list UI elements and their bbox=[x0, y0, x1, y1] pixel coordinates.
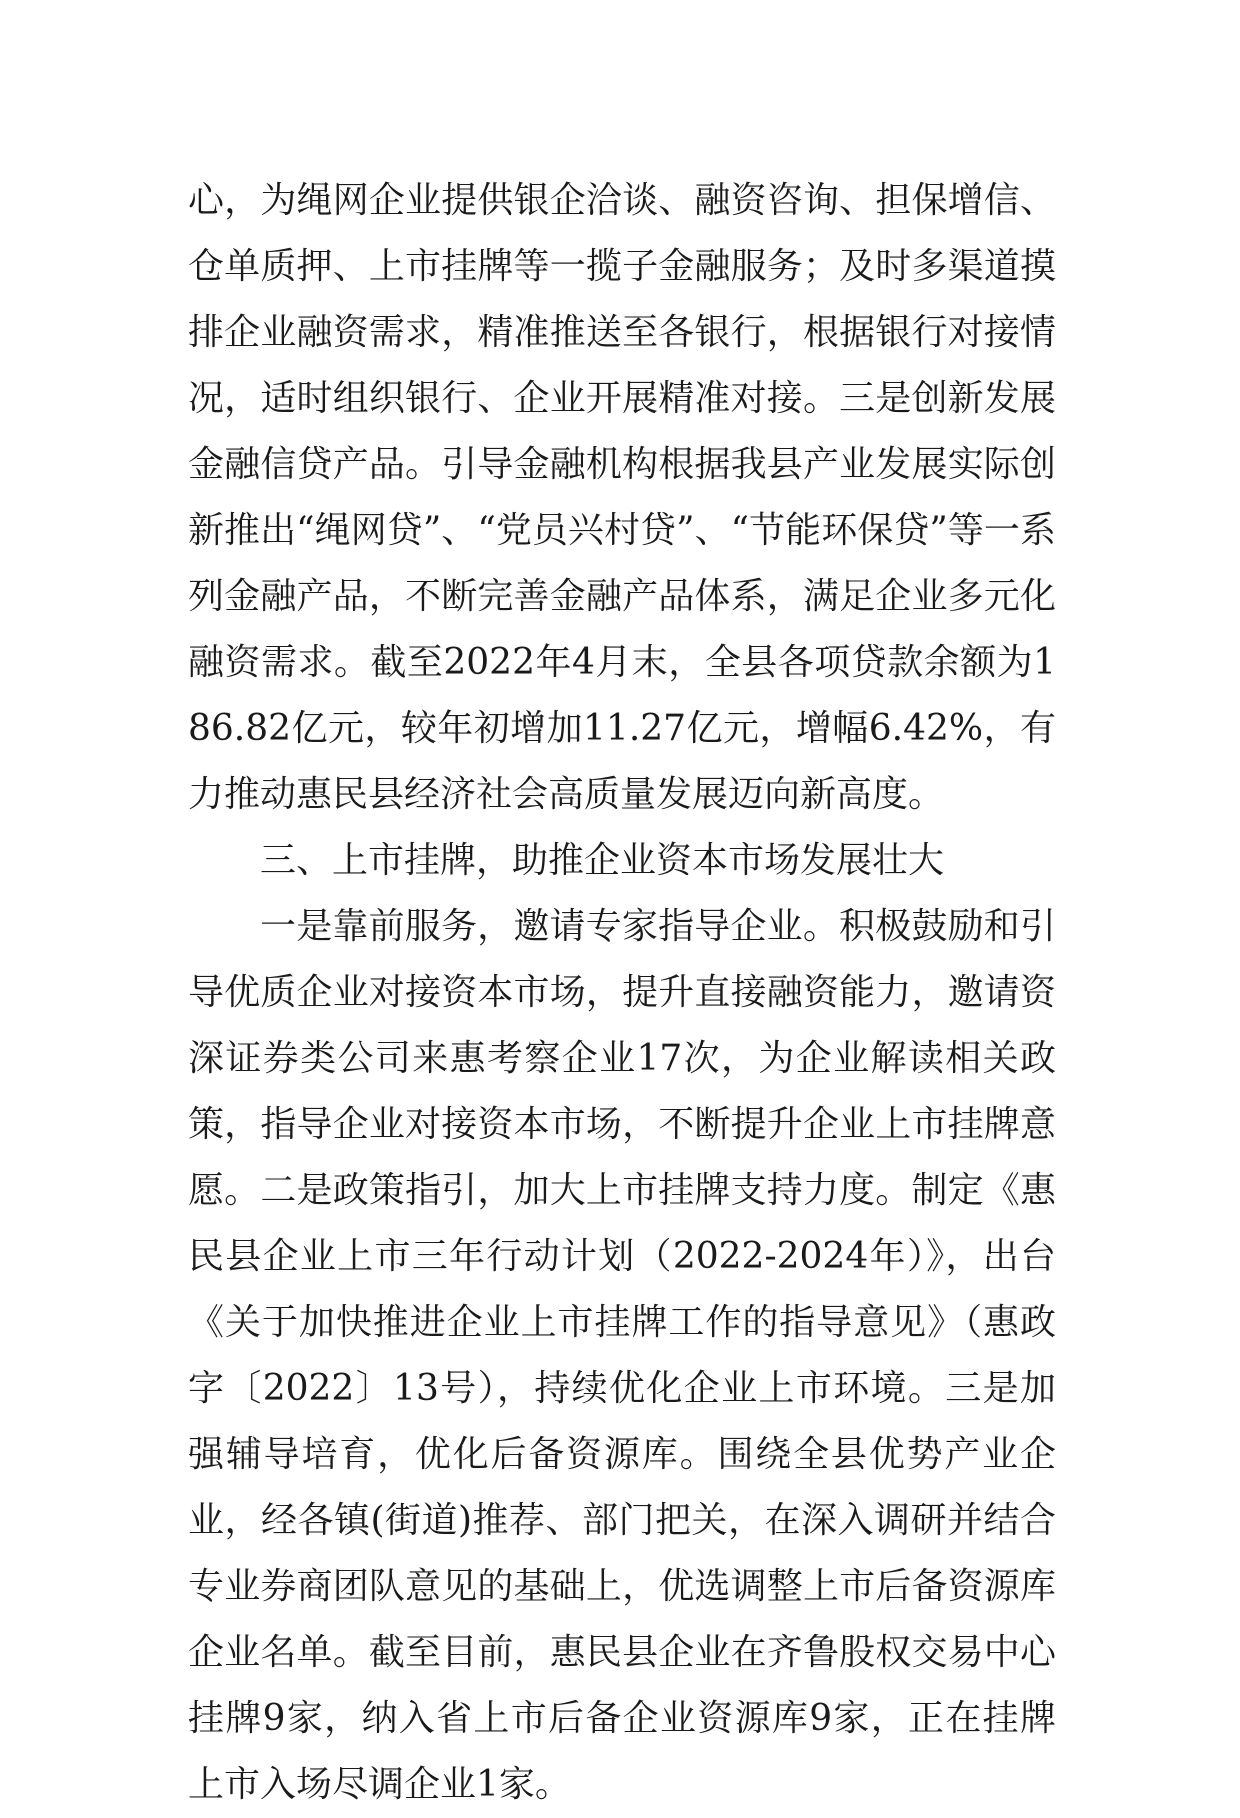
section-heading-listing: 三、上市挂牌，助推企业资本市场发展壮大 bbox=[260, 840, 945, 881]
document-page bbox=[188, 168, 1056, 1818]
paragraph-financial-services: 心，为绳网企业提供银企洽谈、融资咨询、担保增信、仓单质押、上市挂牌等一揽子金融服务；及时多渠道摸排企业融资需求，精准推送至各银行，根据银行对接情况，适时组织银行、企业开展精准对接。三是创新发展金融信贷产品。引导金融机构根据我县产业发展实际创新推出“绳网贷”、“党员兴村贷”、“节能环保贷”等一系列金融产品，不断完善金融产品体系，满足企业多元化融资需求。截至2022年4月末，全县各项贷款余额为186.82亿元，较年初增加11.27亿元，增幅6.42%，有力推动惠民县经济社会高质量发展迈向新高度。 bbox=[188, 180, 1056, 815]
paragraph-listing-measures: 一是靠前服务，邀请专家指导企业。积极鼓励和引导优质企业对接资本市场，提升直接融资能力，邀请资深证券类公司来惠考察企业17次，为企业解读相关政策，指导企业对接资本市场，不断提升企业上市挂牌意愿。二是政策指引，加大上市挂牌支持力度。制定《惠民县企业上市三年行动计划（2022-2024年）》，出台《关于加快推进企业上市挂牌工作的指导意见》（惠政字〔2022〕13号），持续优化企业上市环境。三是加强辅导培育，优化后备资源库。围绕全县优势产业企业，经各镇(街道)推荐、部门把关，在深入调研并结合专业券商团队意见的基础上，优选调整上市后备资源库企业名单。截至目前，惠民县企业在齐鲁股权交易中心挂牌9家，纳入省上市后备企业资源库9家，正在挂牌上市入场尽调企业1家。 bbox=[188, 906, 1056, 1805]
